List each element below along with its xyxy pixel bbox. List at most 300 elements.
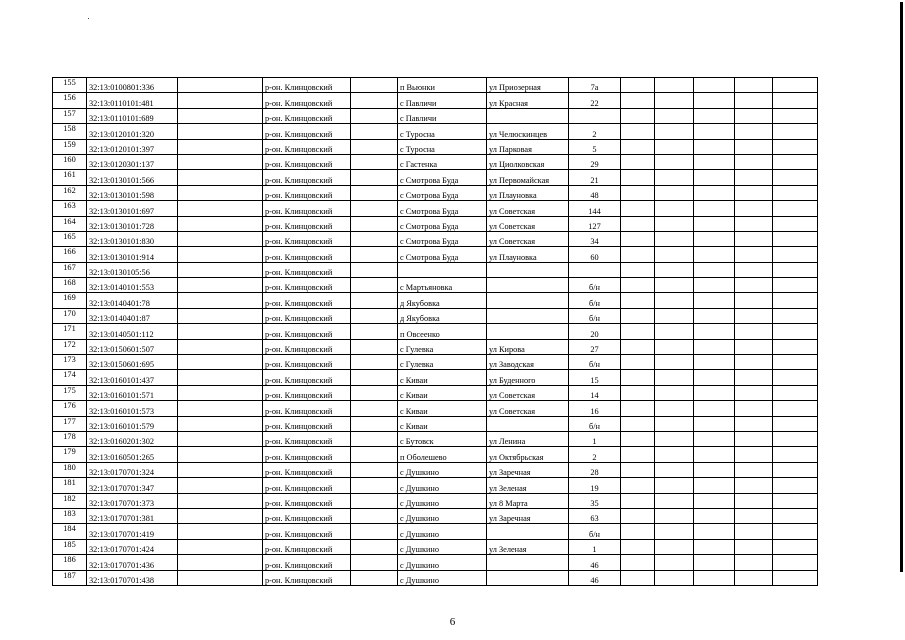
blank-cell: [773, 124, 818, 139]
house-number: 14: [569, 385, 621, 400]
district: р-он. Клинцовский: [263, 462, 351, 477]
blank-cell: [621, 524, 655, 539]
cadastral-number: 32:13:0170701:419: [87, 524, 178, 539]
district: р-он. Клинцовский: [263, 370, 351, 385]
row-number: 175: [53, 385, 87, 400]
settlement: с Туросна: [398, 124, 487, 139]
district: р-он. Клинцовский: [263, 262, 351, 277]
blank-cell: [178, 416, 263, 431]
register-rows: [53, 78, 818, 586]
blank-cell: [621, 493, 655, 508]
cadastral-number: 32:13:0130101:566: [87, 170, 178, 185]
blank-cell: [773, 339, 818, 354]
table-row: [53, 355, 818, 370]
cadastral-number: 32:13:0130101:914: [87, 247, 178, 262]
blank-cell: [694, 385, 735, 400]
cadastral-number: 32:13:0170701:436: [87, 555, 178, 570]
row-number: 182: [53, 493, 87, 508]
blank-cell: [178, 185, 263, 200]
street: ул Парковая: [487, 139, 569, 154]
blank-cell: [735, 293, 773, 308]
blank-cell: [773, 201, 818, 216]
blank-cell: [735, 78, 773, 93]
street: ул Заречная: [487, 508, 569, 523]
blank-cell: [655, 293, 694, 308]
blank-cell: [773, 524, 818, 539]
blank-cell: [773, 216, 818, 231]
blank-cell: [655, 185, 694, 200]
blank-cell: [621, 508, 655, 523]
blank-cell: [735, 154, 773, 169]
table-row: [53, 462, 818, 477]
blank-cell: [735, 524, 773, 539]
blank-cell: [694, 93, 735, 108]
blank-cell: [655, 524, 694, 539]
blank-cell: [735, 355, 773, 370]
blank-cell: [655, 278, 694, 293]
blank-cell: [735, 493, 773, 508]
settlement: с Душкино: [398, 493, 487, 508]
street: [487, 278, 569, 293]
blank-cell: [351, 555, 398, 570]
blank-cell: [694, 293, 735, 308]
settlement: с Смотрова Буда: [398, 185, 487, 200]
blank-cell: [694, 555, 735, 570]
blank-cell: [735, 108, 773, 123]
row-number: 180: [53, 462, 87, 477]
table-row: [53, 201, 818, 216]
blank-cell: [694, 139, 735, 154]
blank-cell: [178, 124, 263, 139]
blank-cell: [178, 139, 263, 154]
table-row: [53, 93, 818, 108]
blank-cell: [178, 93, 263, 108]
district: р-он. Клинцовский: [263, 139, 351, 154]
table-row: [53, 78, 818, 93]
settlement: с Душкино: [398, 508, 487, 523]
blank-cell: [178, 278, 263, 293]
district: р-он. Клинцовский: [263, 339, 351, 354]
district: р-он. Клинцовский: [263, 508, 351, 523]
cadastral-number: 32:13:0160101:579: [87, 416, 178, 431]
blank-cell: [621, 385, 655, 400]
blank-cell: [178, 78, 263, 93]
house-number: б/н: [569, 278, 621, 293]
blank-cell: [694, 78, 735, 93]
blank-cell: [178, 462, 263, 477]
blank-cell: [773, 324, 818, 339]
blank-cell: [735, 201, 773, 216]
street: ул Советская: [487, 201, 569, 216]
blank-cell: [621, 185, 655, 200]
blank-cell: [655, 324, 694, 339]
cadastral-number: 32:13:0110101:689: [87, 108, 178, 123]
cadastral-number: 32:13:0150601:507: [87, 339, 178, 354]
blank-cell: [655, 231, 694, 246]
settlement: с Гастенка: [398, 154, 487, 169]
cadastral-number: 32:13:0140501:112: [87, 324, 178, 339]
blank-cell: [773, 416, 818, 431]
blank-cell: [351, 78, 398, 93]
blank-cell: [621, 478, 655, 493]
blank-cell: [621, 570, 655, 585]
blank-cell: [655, 539, 694, 554]
blank-cell: [735, 170, 773, 185]
blank-cell: [655, 493, 694, 508]
blank-cell: [621, 431, 655, 446]
blank-cell: [655, 508, 694, 523]
blank-cell: [773, 262, 818, 277]
street: ул Заречная: [487, 462, 569, 477]
street: [487, 262, 569, 277]
blank-cell: [655, 416, 694, 431]
blank-cell: [735, 185, 773, 200]
table-row: [53, 524, 818, 539]
blank-cell: [735, 478, 773, 493]
blank-cell: [694, 447, 735, 462]
blank-cell: [655, 247, 694, 262]
street: ул Зеленая: [487, 539, 569, 554]
blank-cell: [773, 355, 818, 370]
settlement: с Гулевка: [398, 355, 487, 370]
district: р-он. Клинцовский: [263, 108, 351, 123]
table-row: [53, 385, 818, 400]
blank-cell: [351, 339, 398, 354]
blank-cell: [655, 93, 694, 108]
house-number: [569, 262, 621, 277]
district: р-он. Клинцовский: [263, 539, 351, 554]
blank-cell: [621, 231, 655, 246]
blank-cell: [621, 370, 655, 385]
blank-cell: [735, 370, 773, 385]
blank-cell: [694, 339, 735, 354]
blank-cell: [773, 370, 818, 385]
cadastral-number: 32:13:0130101:830: [87, 231, 178, 246]
table-row: [53, 216, 818, 231]
house-number: 7а: [569, 78, 621, 93]
house-number: 5: [569, 139, 621, 154]
blank-cell: [735, 385, 773, 400]
street: ул 8 Марта: [487, 493, 569, 508]
settlement: с Киваи: [398, 416, 487, 431]
row-number: 186: [53, 555, 87, 570]
district: р-он. Клинцовский: [263, 447, 351, 462]
blank-cell: [773, 385, 818, 400]
blank-cell: [178, 170, 263, 185]
blank-cell: [351, 124, 398, 139]
street: ул Ленина: [487, 431, 569, 446]
house-number: 1: [569, 539, 621, 554]
table-row: [53, 293, 818, 308]
blank-cell: [178, 231, 263, 246]
cadastral-number: 32:13:0160201:302: [87, 431, 178, 446]
blank-cell: [655, 108, 694, 123]
settlement: с Душкино: [398, 570, 487, 585]
blank-cell: [351, 308, 398, 323]
house-number: б/н: [569, 308, 621, 323]
cadastral-number: 32:13:0160101:573: [87, 401, 178, 416]
blank-cell: [178, 539, 263, 554]
district: р-он. Клинцовский: [263, 555, 351, 570]
blank-cell: [351, 278, 398, 293]
row-number: 169: [53, 293, 87, 308]
blank-cell: [735, 231, 773, 246]
blank-cell: [694, 170, 735, 185]
house-number: 15: [569, 370, 621, 385]
cadastral-number: 32:13:0160101:571: [87, 385, 178, 400]
blank-cell: [773, 447, 818, 462]
blank-cell: [178, 201, 263, 216]
cadastral-number: 32:13:0130105:56: [87, 262, 178, 277]
row-number: 178: [53, 431, 87, 446]
settlement: д Якубовка: [398, 308, 487, 323]
street: ул Советская: [487, 401, 569, 416]
blank-cell: [694, 416, 735, 431]
blank-cell: [773, 278, 818, 293]
blank-cell: [351, 401, 398, 416]
settlement: с Смотрова Буда: [398, 247, 487, 262]
settlement: п Оболешево: [398, 447, 487, 462]
blank-cell: [655, 262, 694, 277]
blank-cell: [178, 401, 263, 416]
blank-cell: [735, 247, 773, 262]
blank-cell: [351, 93, 398, 108]
house-number: 21: [569, 170, 621, 185]
street: [487, 416, 569, 431]
settlement: с Душкино: [398, 462, 487, 477]
house-number: [569, 108, 621, 123]
house-number: б/н: [569, 293, 621, 308]
settlement: п Овсеенко: [398, 324, 487, 339]
blank-cell: [621, 339, 655, 354]
page-number: 6: [449, 616, 456, 628]
blank-cell: [351, 570, 398, 585]
district: р-он. Клинцовский: [263, 201, 351, 216]
blank-cell: [178, 355, 263, 370]
cadastral-number: 32:13:0110101:481: [87, 93, 178, 108]
house-number: 28: [569, 462, 621, 477]
settlement: с Душкино: [398, 555, 487, 570]
cadastral-number: 32:13:0170701:347: [87, 478, 178, 493]
house-number: 35: [569, 493, 621, 508]
blank-cell: [178, 324, 263, 339]
settlement: с Мартьяновка: [398, 278, 487, 293]
blank-cell: [773, 231, 818, 246]
blank-cell: [735, 462, 773, 477]
blank-cell: [694, 324, 735, 339]
street: ул Советская: [487, 385, 569, 400]
blank-cell: [773, 154, 818, 169]
street: [487, 524, 569, 539]
row-number: 187: [53, 570, 87, 585]
district: р-он. Клинцовский: [263, 324, 351, 339]
table-row: [53, 370, 818, 385]
blank-cell: [735, 416, 773, 431]
settlement: с Киваи: [398, 370, 487, 385]
row-number: 159: [53, 139, 87, 154]
house-number: 127: [569, 216, 621, 231]
blank-cell: [351, 539, 398, 554]
blank-cell: [621, 355, 655, 370]
settlement: с Павличи: [398, 108, 487, 123]
settlement: [398, 262, 487, 277]
district: р-он. Клинцовский: [263, 431, 351, 446]
house-number: б/н: [569, 524, 621, 539]
blank-cell: [621, 108, 655, 123]
blank-cell: [351, 185, 398, 200]
street: ул Зеленая: [487, 478, 569, 493]
street: ул Советская: [487, 231, 569, 246]
blank-cell: [773, 570, 818, 585]
street: [487, 324, 569, 339]
blank-cell: [655, 201, 694, 216]
cadastral-number: 32:13:0170701:424: [87, 539, 178, 554]
blank-cell: [351, 431, 398, 446]
row-number: 164: [53, 216, 87, 231]
blank-cell: [351, 201, 398, 216]
settlement: с Киваи: [398, 385, 487, 400]
blank-cell: [694, 370, 735, 385]
blank-cell: [655, 170, 694, 185]
row-number: 172: [53, 339, 87, 354]
row-number: 166: [53, 247, 87, 262]
blank-cell: [621, 93, 655, 108]
row-number: 179: [53, 447, 87, 462]
blank-cell: [773, 478, 818, 493]
blank-cell: [694, 493, 735, 508]
blank-cell: [178, 493, 263, 508]
blank-cell: [351, 370, 398, 385]
settlement: д Якубовка: [398, 293, 487, 308]
house-number: 48: [569, 185, 621, 200]
row-number: 176: [53, 401, 87, 416]
settlement: с Киваи: [398, 401, 487, 416]
settlement: с Смотрова Буда: [398, 216, 487, 231]
row-number: 157: [53, 108, 87, 123]
blank-cell: [621, 308, 655, 323]
blank-cell: [773, 308, 818, 323]
blank-cell: [735, 570, 773, 585]
blank-cell: [694, 124, 735, 139]
blank-cell: [351, 247, 398, 262]
house-number: 63: [569, 508, 621, 523]
blank-cell: [655, 216, 694, 231]
blank-cell: [351, 355, 398, 370]
blank-cell: [351, 416, 398, 431]
table-row: [53, 508, 818, 523]
blank-cell: [621, 262, 655, 277]
blank-cell: [655, 139, 694, 154]
table-row: [53, 247, 818, 262]
blank-cell: [735, 401, 773, 416]
blank-cell: [621, 555, 655, 570]
blank-cell: [621, 324, 655, 339]
blank-cell: [351, 493, 398, 508]
table-row: [53, 416, 818, 431]
row-number: 177: [53, 416, 87, 431]
settlement: с Смотрова Буда: [398, 231, 487, 246]
blank-cell: [621, 139, 655, 154]
house-number: 27: [569, 339, 621, 354]
district: р-он. Клинцовский: [263, 278, 351, 293]
blank-cell: [694, 262, 735, 277]
street: [487, 293, 569, 308]
row-number: 168: [53, 278, 87, 293]
blank-cell: [694, 539, 735, 554]
cadastral-number: 32:13:0140401:87: [87, 308, 178, 323]
blank-cell: [178, 524, 263, 539]
settlement: с Смотрова Буда: [398, 201, 487, 216]
row-number: 163: [53, 201, 87, 216]
settlement: с Душкино: [398, 524, 487, 539]
table-row: [53, 401, 818, 416]
table-row: [53, 570, 818, 585]
blank-cell: [735, 139, 773, 154]
blank-cell: [735, 555, 773, 570]
property-register-table: [52, 77, 818, 586]
blank-cell: [694, 355, 735, 370]
blank-cell: [773, 247, 818, 262]
row-number: 158: [53, 124, 87, 139]
blank-cell: [621, 539, 655, 554]
settlement: с Павличи: [398, 93, 487, 108]
district: р-он. Клинцовский: [263, 293, 351, 308]
house-number: 60: [569, 247, 621, 262]
house-number: 144: [569, 201, 621, 216]
table-row: [53, 431, 818, 446]
district: р-он. Клинцовский: [263, 78, 351, 93]
row-number: 155: [53, 78, 87, 93]
settlement: с Душкино: [398, 539, 487, 554]
blank-cell: [773, 401, 818, 416]
house-number: б/н: [569, 416, 621, 431]
blank-cell: [735, 124, 773, 139]
district: р-он. Клинцовский: [263, 401, 351, 416]
cadastral-number: 32:13:0140101:553: [87, 278, 178, 293]
district: р-он. Клинцовский: [263, 478, 351, 493]
blank-cell: [655, 308, 694, 323]
blank-cell: [694, 524, 735, 539]
blank-cell: [621, 216, 655, 231]
table-row: [53, 262, 818, 277]
street: ул Плауновка: [487, 247, 569, 262]
table-row: [53, 555, 818, 570]
blank-cell: [735, 339, 773, 354]
row-number: 184: [53, 524, 87, 539]
blank-cell: [351, 231, 398, 246]
district: р-он. Клинцовский: [263, 93, 351, 108]
blank-cell: [773, 108, 818, 123]
row-number: 185: [53, 539, 87, 554]
district: р-он. Клинцовский: [263, 570, 351, 585]
settlement: с Душкино: [398, 478, 487, 493]
district: р-он. Клинцовский: [263, 385, 351, 400]
blank-cell: [655, 447, 694, 462]
blank-cell: [178, 216, 263, 231]
table-row: [53, 124, 818, 139]
cadastral-number: 32:13:0170701:381: [87, 508, 178, 523]
blank-cell: [655, 355, 694, 370]
house-number: 1: [569, 431, 621, 446]
cadastral-number: 32:13:0150601:695: [87, 355, 178, 370]
blank-cell: [773, 539, 818, 554]
blank-cell: [735, 539, 773, 554]
blank-cell: [655, 431, 694, 446]
street: ул Заводская: [487, 355, 569, 370]
district: р-он. Клинцовский: [263, 524, 351, 539]
blank-cell: [773, 493, 818, 508]
blank-cell: [694, 508, 735, 523]
